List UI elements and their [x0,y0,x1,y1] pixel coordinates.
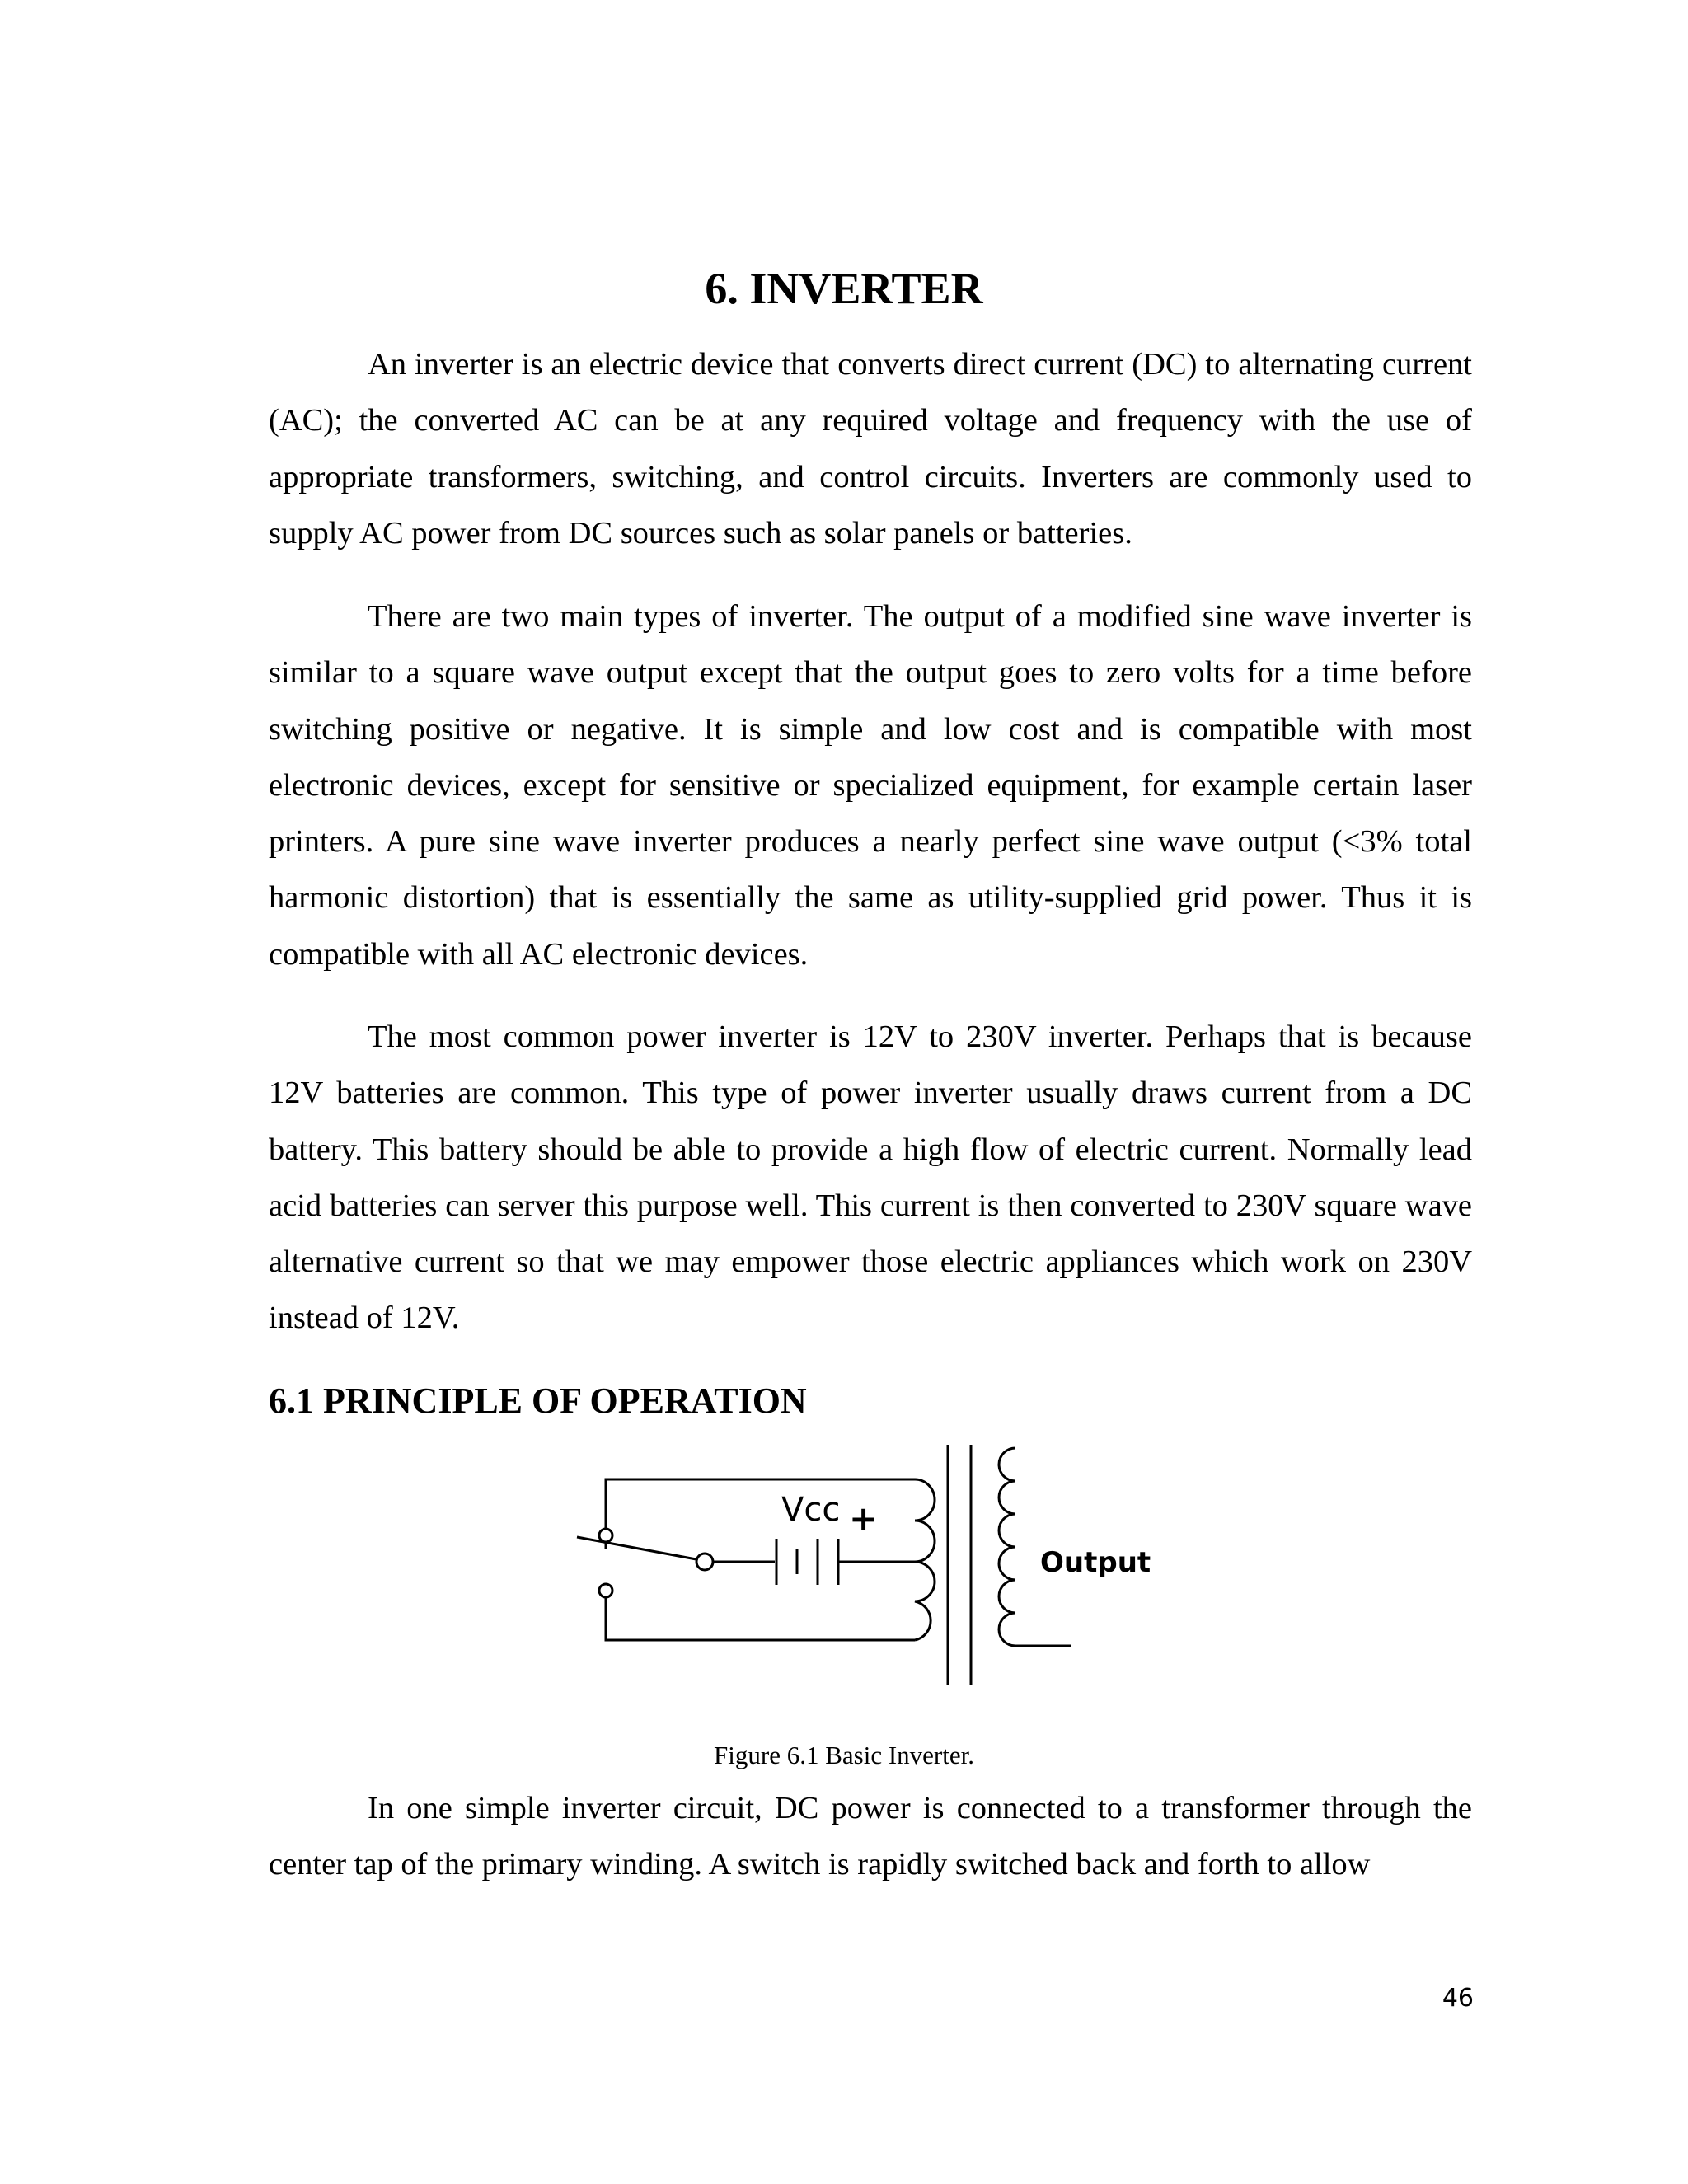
page-number: 46 [1442,1984,1474,2013]
paragraph-inverter-types: There are two main types of inverter. The output of a modified sine wave inverter is similar to a square wave output except that the output goes to zero volts for a time before switching positive or negative. It is simple and low cost and is compatible with most electronic devices, except for sensitive or specialized equipment, for example certain laser printers. A pure sine wave inverter produces a nearly perfect sine wave output (<3% total harmonic distortion) that is essentially the same as utility-supplied grid power. Thus it is compatible with all AC electronic devices. [269,599,1472,972]
vcc-label: Vcc [781,1491,841,1529]
paragraph-common-inverter: The most common power inverter is 12V to 230V inverter. Perhaps that is because 12V batteries are common. This type of power inverter usually draws current from a DC battery. This battery should be able to provide a high flow of electric current. Normally lead acid batteries can server this purpose well. This current is then converted to 230V square wave alternative current so that we may empower those electric appliances which work on 230V instead of 12V. [269,1019,1472,1336]
section-title: 6.1 PRINCIPLE OF OPERATION [269,1380,807,1421]
plus-label: + [849,1498,879,1539]
switch-contact-top [599,1529,612,1542]
switch-contact-bottom [599,1584,612,1597]
basic-inverter-figure [569,1438,1162,1694]
chapter-title: 6. INVERTER [705,264,983,313]
paragraph-simple-circuit: In one simple inverter circuit, DC power is connected to a transformer through the center tap of the primary winding. A switch is rapidly switched back and forth to allow [269,1791,1472,1882]
circuit-wire-bottom [606,1595,915,1640]
figure-caption: Figure 6.1 Basic Inverter. [714,1741,974,1769]
switch-blade [577,1537,701,1560]
switch-pivot [696,1554,713,1570]
primary-winding [915,1479,935,1640]
output-label: Output [1040,1546,1151,1579]
paragraph-intro: An inverter is an electric device that converts direct current (DC) to alternating current (AC); the converted AC can be at any required voltage and frequency with the use of appropriate transformers, switching, and control circuits. Inverters are commonly used to supply AC power from DC sources such as solar panels or batteries. [269,347,1472,551]
